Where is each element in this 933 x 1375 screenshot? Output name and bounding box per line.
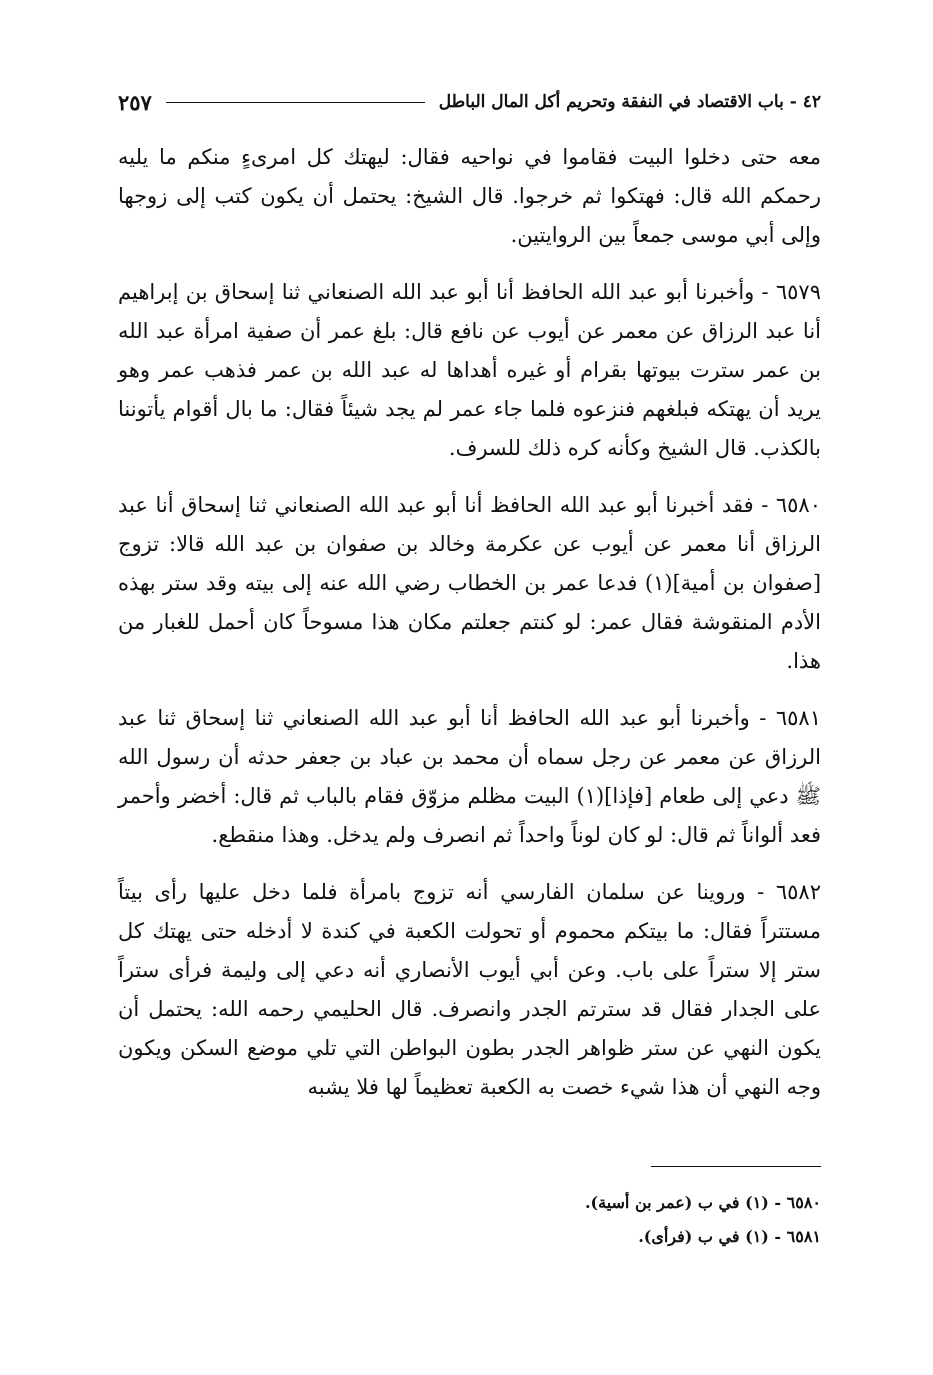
hadith-number: ٦٥٨١ [775,706,821,730]
page-number: ٢٥٧ [118,89,152,115]
footnote: ٦٥٨١ - (١) في ب (فرأى). [638,1227,821,1246]
hadith-number: ٦٥٨٠ [775,493,821,517]
chapter-title: ٤٢ - باب الاقتصاد في النفقة وتحريم أكل المال الباطل [438,92,821,112]
main-text [118,138,821,1125]
running-header [118,82,821,122]
hadith-number: ٦٥٧٩ [775,280,821,304]
paragraph-text: - فقد أخبرنا أبو عبد الله الحافظ أنا أبو عبد الله الصنعاني ثنا إسحاق أنا عبد الرزاق أنا معمر عن أيوب عن عكرمة وخالد بن صفوان بن عبد الله قالا: تزوج [صفوان بن أمية](١) فدعا عمر بن الخطاب رضي الله عنه إلى بيته وقد ستر بهذه الأدم المنقوشة فقال عمر: لو كنتم جعلتم مكان هذا مسوحاً كان أحمل للغبار من هذا. [118,493,822,673]
hadith-paragraph [118,873,821,1107]
footnote-separator [651,1166,821,1167]
paragraph [118,138,821,255]
paragraph-text: - وروينا عن سلمان الفارسي أنه تزوج بامرأة فلما دخل عليها رأى بيتاً مستتراً فقال: ما بيتكم محموم أو تحولت الكعبة في كندة لا أدخله حتى يهتك كل ستر إلا ستراً على باب. وعن أبي أيوب الأنصاري أنه دعي إلى وليمة فرأى ستراً على الجدار فقال قد سترتم الجدر وانصرف. قال الحليمي رحمه الله: يحتمل أن يكون النهي عن ستر ظواهر الجدر بطون البواطن التي تلي موضع السكن ويكون وجه النهي أن هذا شيء خصت به الكعبة تعظيماً لها فلا يشبه [118,880,821,1099]
hadith-paragraph [118,486,821,681]
paragraph-text: - وأخبرنا أبو عبد الله الحافظ أنا أبو عبد الله الصنعاني ثنا إسحاق بن إبراهيم أنا عبد الرزاق عن معمر عن أيوب عن نافع قال: بلغ عمر أن صفية امرأة عبد الله بن عمر سترت بيوتها بقرام أو غيره أهداها له عبد الله بن عمر فذهب عمر وهو يريد أن يهتكه فبلغهم فنزعوه فلما جاء عمر لم يجد شيئاً فقال: ما بال أقوام يأتوننا بالكذب. قال الشيخ وكأنه كره ذلك للسرف. [118,280,821,460]
paragraph-text: معه حتى دخلوا البيت فقاموا في نواحيه فقال: ليهتك كل امرىءٍ منكم ما يليه رحمكم الله قال: فهتكوا ثم خرجوا. قال الشيخ: يحتمل أن يكون كتب إلى زوجها وإلى أبي موسى جمعاً بين الروايتين. [118,145,821,247]
footnote: ٦٥٨٠ - (١) في ب (عمر بن أسية). [584,1193,821,1212]
paragraph-text: - وأخبرنا أبو عبد الله الحافظ أنا أبو عبد الله الصنعاني ثنا إسحاق ثنا عبد الرزاق عن معمر عن رجل سماه أن محمد بن عباد بن جعفر حدثه أن رسول الله ﷺ دعي إلى طعام [فإذا](١) البيت مظلم مزوّق فقام بالباب ثم قال: أخضر وأحمر فعد ألواناً ثم قال: لو كان لوناً واحداً ثم انصرف ولم يدخل. وهذا منقطع. [118,706,821,847]
header-rule [166,102,425,103]
footnotes [221,1186,821,1254]
hadith-number: ٦٥٨٢ [775,880,821,904]
hadith-paragraph [118,273,821,468]
hadith-paragraph [118,699,821,855]
